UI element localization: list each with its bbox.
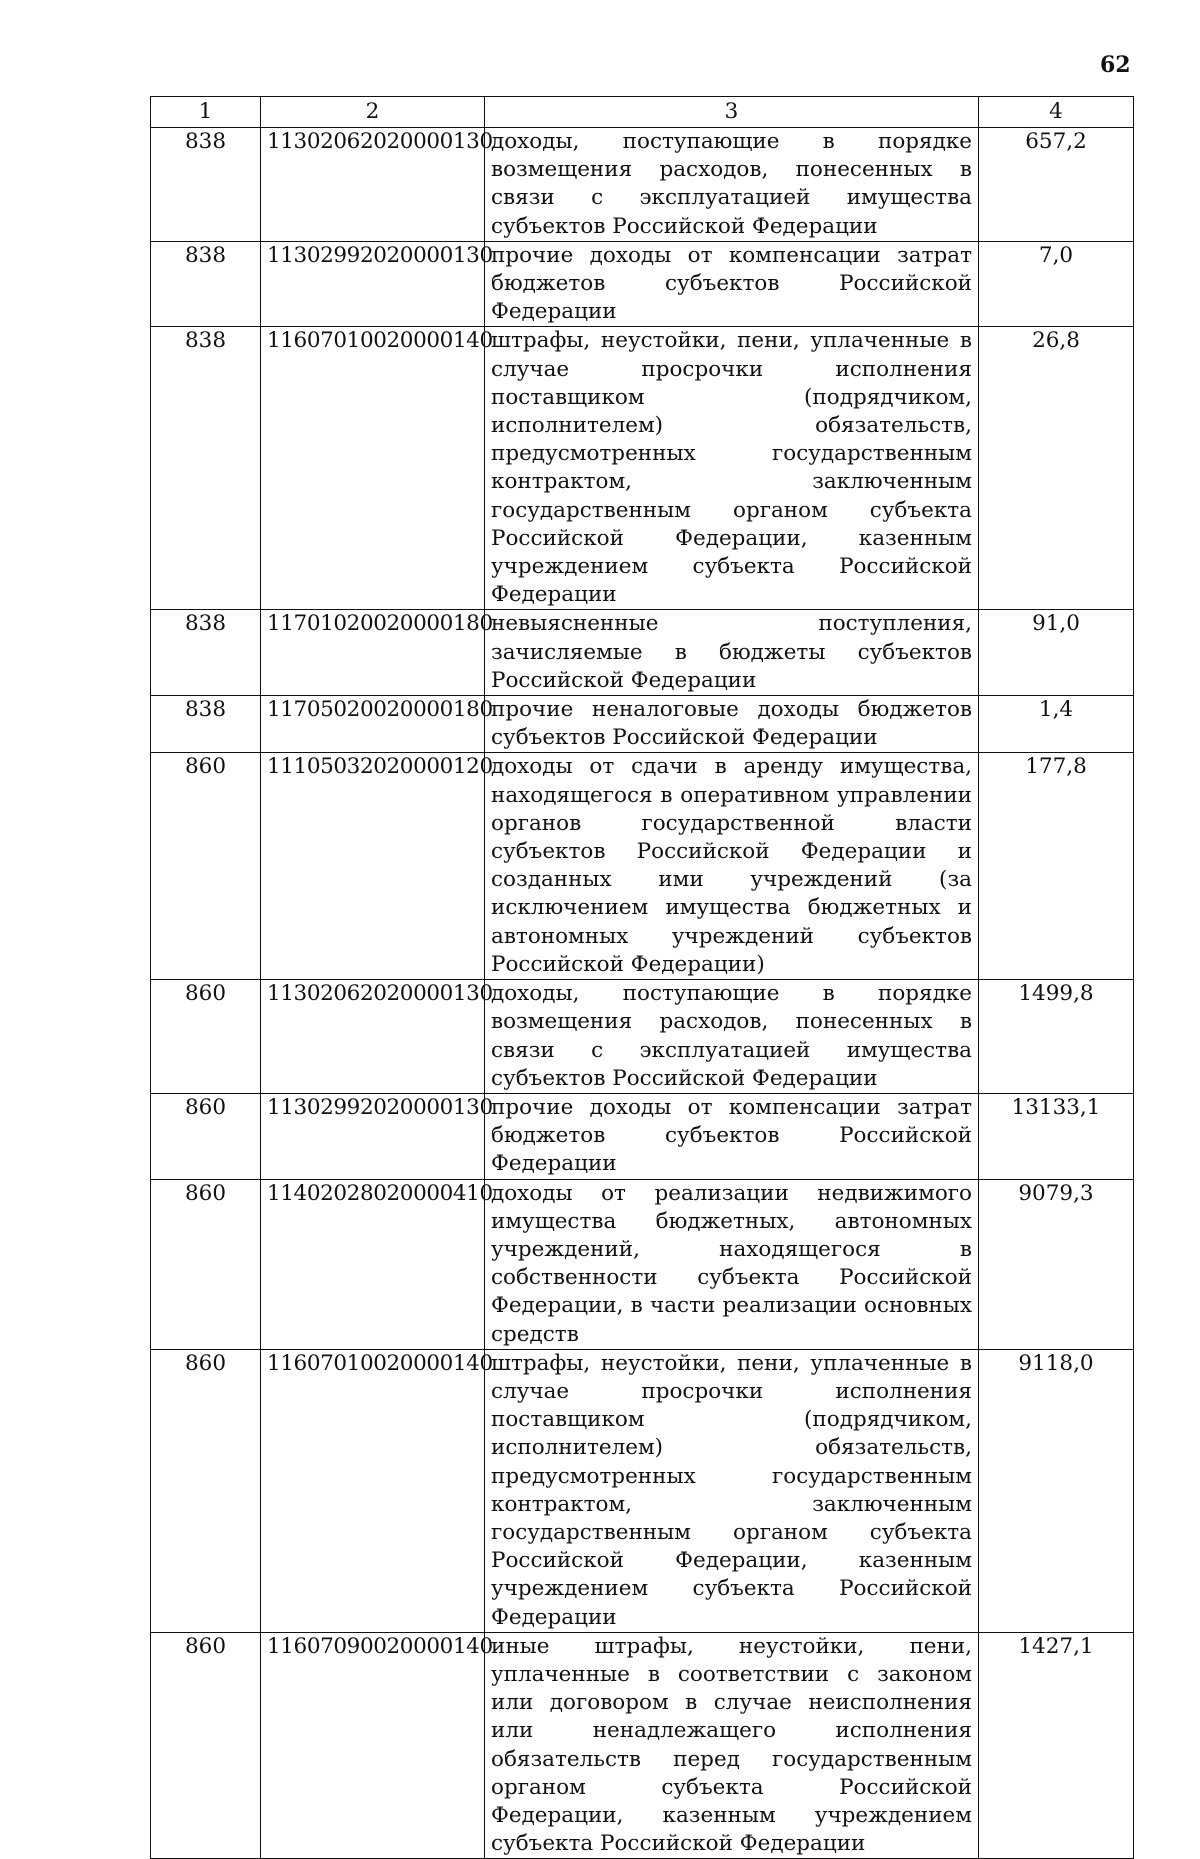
admin-code-cell: 838 — [151, 241, 261, 327]
table-row — [151, 753, 1134, 980]
column-header-3: 3 — [485, 97, 979, 128]
kbk-code-cell: 11705020020000180 — [261, 696, 485, 753]
kbk-code-cell: 11607010020000140 — [261, 1349, 485, 1632]
admin-code-cell: 860 — [151, 1349, 261, 1632]
amount-cell: 13133,1 — [979, 1093, 1134, 1179]
column-header-1: 1 — [151, 97, 261, 128]
description-cell: штрафы, неустойки, пени, уплаченные в случае просрочки исполнения поставщиком (подрядчиком, исполнителем) обязательств, предусмотренных государственным контрактом, заключенным государственным органом субъекта Российской Федерации, казенным учреждением субъекта Российской Федерации — [485, 1349, 979, 1632]
kbk-code-cell: 11105032020000120 — [261, 753, 485, 980]
amount-cell: 1,4 — [979, 696, 1134, 753]
column-header-2: 2 — [261, 97, 485, 128]
description-cell: штрафы, неустойки, пени, уплаченные в случае просрочки исполнения поставщиком (подрядчиком, исполнителем) обязательств, предусмотренных государственным контрактом, заключенным государственным органом субъекта Российской Федерации, казенным учреждением субъекта Российской Федерации — [485, 327, 979, 610]
description-cell: доходы, поступающие в порядке возмещения расходов, понесенных в связи с эксплуатацией имущества субъектов Российской Федерации — [485, 128, 979, 242]
admin-code-cell: 838 — [151, 696, 261, 753]
admin-code-cell: 860 — [151, 980, 261, 1094]
description-cell: невыясненные поступления, зачисляемые в бюджеты субъектов Российской Федерации — [485, 610, 979, 696]
admin-code-cell: 838 — [151, 610, 261, 696]
description-cell: прочие доходы от компенсации затрат бюджетов субъектов Российской Федерации — [485, 241, 979, 327]
table-row — [151, 1349, 1134, 1632]
table-row — [151, 327, 1134, 610]
kbk-code-cell: 11607010020000140 — [261, 327, 485, 610]
table-row — [151, 610, 1134, 696]
admin-code-cell: 860 — [151, 1179, 261, 1349]
table-row — [151, 696, 1134, 753]
kbk-code-cell: 11701020020000180 — [261, 610, 485, 696]
admin-code-cell: 860 — [151, 753, 261, 980]
page-number: 62 — [1100, 52, 1131, 78]
admin-code-cell: 838 — [151, 327, 261, 610]
kbk-code-cell: 11302062020000130 — [261, 128, 485, 242]
admin-code-cell: 860 — [151, 1632, 261, 1859]
table-row — [151, 1179, 1134, 1349]
table-row — [151, 128, 1134, 242]
table-row — [151, 980, 1134, 1094]
kbk-code-cell: 11607090020000140 — [261, 1632, 485, 1859]
amount-cell: 1427,1 — [979, 1632, 1134, 1859]
amount-cell: 7,0 — [979, 241, 1134, 327]
kbk-code-cell: 11402028020000410 — [261, 1179, 485, 1349]
revenue-table — [150, 96, 1134, 1859]
table-row — [151, 1632, 1134, 1859]
amount-cell: 1499,8 — [979, 980, 1134, 1094]
kbk-code-cell: 11302992020000130 — [261, 241, 485, 327]
description-cell: прочие доходы от компенсации затрат бюджетов субъектов Российской Федерации — [485, 1093, 979, 1179]
amount-cell: 177,8 — [979, 753, 1134, 980]
admin-code-cell: 860 — [151, 1093, 261, 1179]
description-cell: доходы, поступающие в порядке возмещения расходов, понесенных в связи с эксплуатацией имущества субъектов Российской Федерации — [485, 980, 979, 1094]
description-cell: иные штрафы, неустойки, пени, уплаченные в соответствии с законом или договором в случае неисполнения или ненадлежащего исполнения обязательств перед государственным органом субъекта Российской Федерации, казенным учреждением субъекта Российской Федерации — [485, 1632, 979, 1859]
table-row — [151, 1093, 1134, 1179]
amount-cell: 91,0 — [979, 610, 1134, 696]
admin-code-cell: 838 — [151, 128, 261, 242]
amount-cell: 657,2 — [979, 128, 1134, 242]
description-cell: прочие неналоговые доходы бюджетов субъектов Российской Федерации — [485, 696, 979, 753]
amount-cell: 26,8 — [979, 327, 1134, 610]
kbk-code-cell: 11302992020000130 — [261, 1093, 485, 1179]
amount-cell: 9079,3 — [979, 1179, 1134, 1349]
description-cell: доходы от реализации недвижимого имущества бюджетных, автономных учреждений, находящегося в собственности субъекта Российской Федерации, в части реализации основных средств — [485, 1179, 979, 1349]
table-header-row — [151, 97, 1134, 128]
kbk-code-cell: 11302062020000130 — [261, 980, 485, 1094]
amount-cell: 9118,0 — [979, 1349, 1134, 1632]
description-cell: доходы от сдачи в аренду имущества, находящегося в оперативном управлении органов государственной власти субъектов Российской Федерации и созданных ими учреждений (за исключением имущества бюджетных и автономных учреждений субъектов Российской Федерации) — [485, 753, 979, 980]
column-header-4: 4 — [979, 97, 1134, 128]
table-row — [151, 241, 1134, 327]
